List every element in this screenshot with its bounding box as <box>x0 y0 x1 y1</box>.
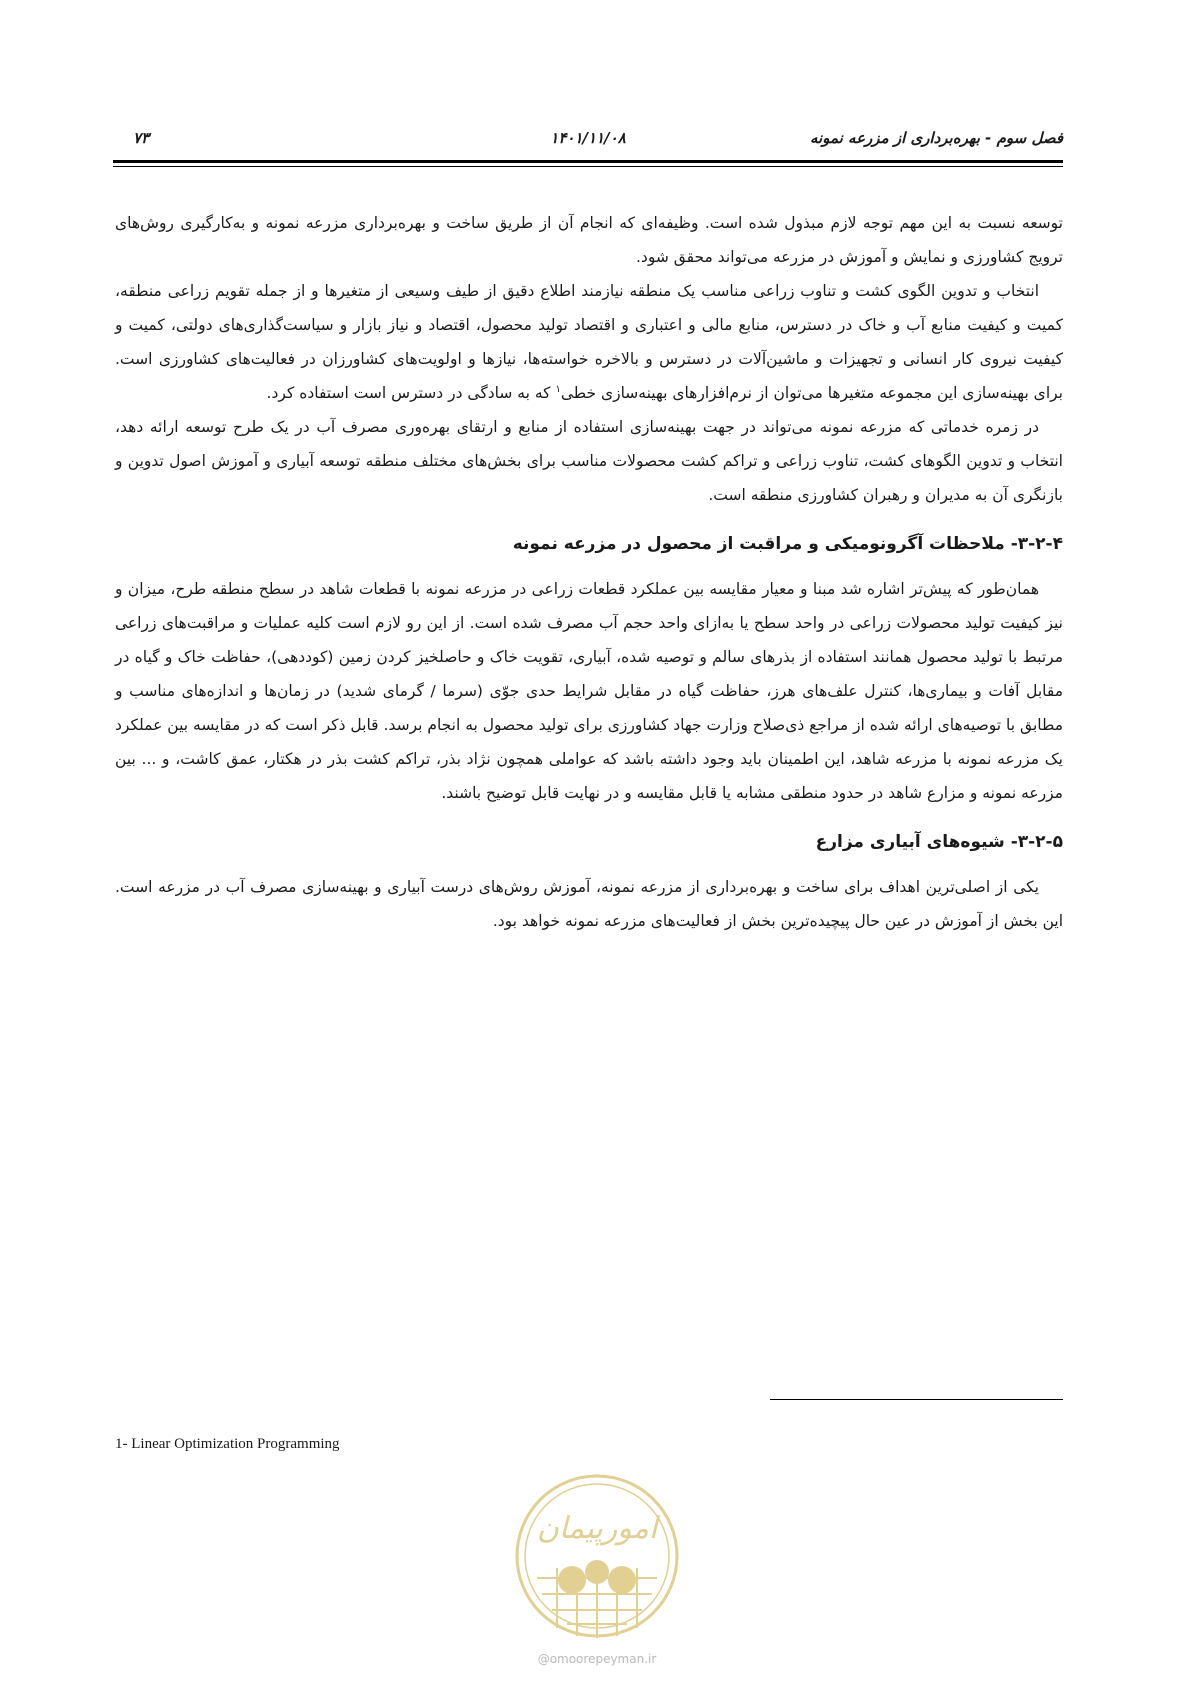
header-rule-thick <box>113 160 1063 163</box>
chapter-title: فصل سوم - بهره‌برداری از مزرعه نمونه <box>810 129 1063 147</box>
watermark-site: @omoorepeyman.ir <box>537 1652 657 1666</box>
paragraph-2-text: انتخاب و تدوین الگوی کشت و تناوب زراعی مناسب یک منطقه نیازمند اطلاع دقیق از طیف وسیعی از متغیرها و از جمله تقویم زراعی منطقه، کمیت و کیفیت منابع آب و خاک در دسترس، منابع مالی و اعتباری و اقتصاد تولید محصول، اقتصاد و نیاز بازار و سیاست‌گذاری‌های دولتی، کمیت و کیفیت نیروی کار انسانی و تجهیزات و ماشین‌آلات در دسترس و بالاخره خواسته‌ها، نیازها و اولویت‌های کشاورزان در فعالیت‌های کشاورزی است. برای بهینه‌سازی این مجموعه متغیرها می‌توان از نرم‌افزارهای بهینه‌سازی خطی <box>115 282 1063 402</box>
paragraph-1: توسعه نسبت به این مهم توجه لازم مبذول شده است. وظیفه‌ای که انجام آن از طریق ساخت و بهره‌برداری مزرعه نمونه و به‌کارگیری روش‌های ترویج کشاورزی و نمایش و آموزش در مزرعه می‌تواند محقق شود. <box>115 214 1063 266</box>
header-rule-thin <box>113 166 1063 167</box>
header-date: ۱۴۰۱/۱۱/۰۸ <box>550 129 626 147</box>
watermark-seal <box>512 1468 682 1648</box>
paragraph-2-end: که به سادگی در دسترس است استفاده کرد. <box>266 384 556 402</box>
section-heading-3-2-5: ۳-۲-۵- شیوه‌های آبیاری مزارع <box>815 832 1063 852</box>
footnote-marker: ۱ <box>555 383 561 395</box>
paragraph-2 <box>115 274 1063 410</box>
watermark-script-text: امورپیمان <box>536 1511 658 1546</box>
footnote-rule <box>770 1399 1063 1400</box>
paragraph-3: در زمره خدماتی که مزرعه نمونه می‌تواند در جهت بهینه‌سازی استفاده از منابع و ارتقای بهره‌وری مصرف آب در یک طرح توسعه ارائه دهد، انتخاب و تدوین الگوهای کشت، تناوب زراعی و تراکم کشت محصولات مناسب برای بخش‌های مختلف منطقه توسعه آبیاری و آموزش اصول تدوین و بازنگری آن به مدیران و رهبران کشاورزی منطقه است. <box>115 418 1063 504</box>
page-number: ۷۳ <box>133 129 150 147</box>
footnote: 1- Linear Optimization Programming <box>115 1436 340 1452</box>
body-text <box>115 206 1063 938</box>
paragraph-4: همان‌طور که پیش‌تر اشاره شد مبنا و معیار مقایسه بین عملکرد قطعات زراعی در مزرعه نمونه با قطعات شاهد در سطح منطقه طرح، میزان و نیز کیفیت تولید محصولات زراعی در واحد سطح یا به‌ازای واحد حجم آب مصرف شده است. از این رو لازم است کلیه عملیات و مراقبت‌های زراعی مرتبط با تولید محصول همانند استفاده از بذرهای سالم و توصیه شده، آبیاری، تقویت خاک و حاصلخیز کردن زمین (کوددهی)، حفاظت خاک و گیاه در مقابل آفات و بیماری‌ها، کنترل علف‌های هرز، حفاظت گیاه در مقابل شرایط حدی جوّی (سرما / گرمای شدید) در زمان‌ها و اندازه‌های مناسب و مطابق با توصیه‌های ارائه شده از مراجع ذی‌صلاح وزارت جهاد کشاورزی برای تولید محصول به انجام برسد. قابل ذکر است که در مقایسه بین عملکرد یک مزرعه نمونه با مزرعه شاهد، این اطمینان باید وجود داشته باشد که عواملی همچون نژاد بذر، تراکم کشت بذر در هکتار، عمق کاشت، و ... بین مزرعه نمونه و مزارع شاهد در حدود منطقی مشابه یا قابل مقایسه و در نهایت قابل توضیح باشند. <box>115 580 1063 802</box>
page-header <box>113 127 1063 149</box>
section-heading-3-2-4: ۳-۲-۴- ملاحظات آگرونومیکی و مراقبت از محصول در مزرعه نمونه <box>512 534 1063 554</box>
paragraph-5: یکی از اصلی‌ترین اهداف برای ساخت و بهره‌برداری از مزرعه نمونه، آموزش روش‌های درست آبیاری و بهینه‌سازی مصرف آب در مزرعه است. این بخش از آموزش در عین حال پیچیده‌ترین بخش از فعالیت‌های مزرعه نمونه خواهد بود. <box>115 878 1063 930</box>
